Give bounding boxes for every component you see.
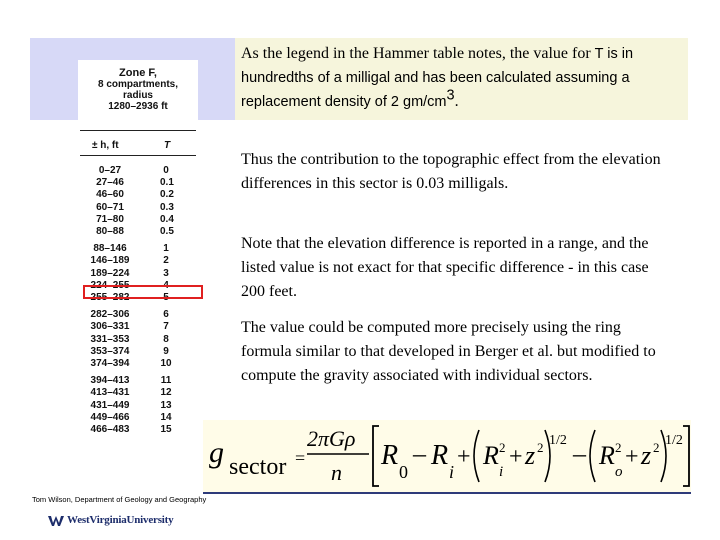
range-cell: 0–27 bbox=[98, 165, 122, 176]
formula-plus-1: + bbox=[457, 444, 471, 470]
formula-exp-2: 1/2 bbox=[665, 433, 683, 448]
t-cell: 2 bbox=[163, 255, 169, 267]
formula-plus-2: + bbox=[509, 444, 523, 470]
t-cell: 0 bbox=[163, 165, 169, 176]
hammer-table bbox=[78, 60, 198, 480]
range-cell: 306–331 bbox=[90, 321, 130, 333]
range-cell: 431–449 bbox=[90, 399, 130, 411]
range-cell: 71–80 bbox=[96, 213, 124, 225]
formula-R0-sub: 0 bbox=[399, 462, 408, 482]
formula-Ri: R bbox=[431, 440, 449, 471]
formula-Ri-sub: i bbox=[449, 462, 455, 482]
formula-exp-1: 1/2 bbox=[549, 433, 567, 448]
range-cell: 413–431 bbox=[90, 387, 130, 399]
zone-compartments: 8 compartments, bbox=[97, 79, 179, 90]
t-cell: 8 bbox=[163, 333, 169, 345]
t-cell: 15 bbox=[160, 424, 172, 436]
t-column bbox=[160, 165, 172, 441]
formula-numerator: 2πGρ bbox=[307, 426, 356, 451]
wvu-logo-icon bbox=[48, 514, 64, 526]
zone-radius-range: 1280–2936 ft bbox=[108, 101, 168, 112]
formula-minus-1: – bbox=[413, 439, 426, 468]
t-cell: 7 bbox=[163, 321, 169, 333]
formula-equals: = bbox=[295, 448, 306, 468]
sector-formula bbox=[203, 420, 691, 494]
t-cell: 0.5 bbox=[160, 226, 174, 238]
t-cell: 0.4 bbox=[160, 213, 174, 225]
range-cell: 466–483 bbox=[90, 424, 130, 436]
p1-text-a: As the legend in the Hammer table notes, the value for bbox=[241, 45, 595, 62]
right-bracket bbox=[683, 426, 689, 486]
range-cell: 374–394 bbox=[90, 358, 130, 370]
paren-2-open bbox=[590, 430, 595, 482]
range-cell: 449–466 bbox=[90, 411, 130, 423]
t-cell: 0.2 bbox=[160, 189, 174, 201]
p1-text-b: T is in hundredths of a milligal and has been calculated assuming a replacement density of 2 gm/cm bbox=[241, 46, 634, 110]
range-cell: 282–306 bbox=[90, 309, 130, 321]
range-cell: 224–255 bbox=[90, 279, 130, 291]
range-cell: 80–88 bbox=[96, 226, 124, 238]
range-column bbox=[78, 165, 142, 441]
paren-1-open bbox=[474, 430, 479, 482]
formula-Ro2: R bbox=[599, 441, 615, 470]
t-cell: 13 bbox=[160, 399, 172, 411]
formula-R0: R bbox=[381, 440, 399, 471]
formula-Ri2-exp: 2 bbox=[499, 440, 506, 455]
range-cell: 353–374 bbox=[90, 345, 130, 357]
paragraph-range-note: Note that the elevation difference is reported in a range, and the listed value is not exact for that specific difference - in this case 200 feet. bbox=[241, 235, 649, 300]
range-cell: 189–224 bbox=[90, 267, 130, 279]
formula-minus-2: – bbox=[573, 439, 586, 468]
zone-radius-label: radius bbox=[122, 90, 153, 101]
t-cell: 0.3 bbox=[160, 201, 174, 213]
t-cell: 6 bbox=[163, 309, 169, 321]
t-cell: 14 bbox=[160, 411, 172, 423]
range-cell: 255–282 bbox=[90, 292, 130, 304]
t-cell: 5 bbox=[163, 292, 169, 304]
p1-text-c: . bbox=[454, 93, 459, 110]
paragraph-ring-formula: The value could be computed more precisely using the ring formula similar to that developed in Berger et al. but modified to compute the gravity associated with individual sectors. bbox=[241, 319, 656, 384]
paragraph-legend-note bbox=[241, 42, 671, 114]
formula-z2: z bbox=[641, 441, 652, 470]
zone-title: Zone F, bbox=[119, 67, 157, 79]
range-cell: 394–413 bbox=[90, 375, 130, 387]
formula-plus-3: + bbox=[625, 444, 639, 470]
table-header bbox=[78, 68, 198, 112]
formula-lhs: g bbox=[209, 436, 224, 469]
col-header-h: ± h, ft bbox=[92, 140, 119, 151]
formula-Ri2-sub: i bbox=[499, 464, 504, 480]
p1-superscript: 3 bbox=[446, 87, 455, 104]
range-cell: 27–46 bbox=[96, 177, 124, 189]
t-cell: 11 bbox=[160, 375, 172, 387]
formula-z2-exp: 2 bbox=[653, 440, 660, 455]
range-cell: 146–189 bbox=[90, 255, 130, 267]
table-rule-top bbox=[80, 130, 196, 131]
col-header-t: T bbox=[164, 140, 171, 151]
t-cell: 10 bbox=[160, 358, 172, 370]
range-cell: 88–146 bbox=[93, 243, 127, 255]
formula-z1: z bbox=[525, 441, 536, 470]
university-name: WestVirginiaUniversity bbox=[67, 514, 174, 526]
range-cell: 60–71 bbox=[96, 201, 124, 213]
university-logo bbox=[48, 511, 173, 529]
t-cell: 12 bbox=[160, 387, 172, 399]
table-rule-header bbox=[80, 155, 196, 156]
range-cell: 46–60 bbox=[96, 189, 124, 201]
t-cell: 1 bbox=[163, 243, 169, 255]
left-bracket bbox=[373, 426, 379, 486]
t-cell: 3 bbox=[163, 267, 169, 279]
t-cell: 4 bbox=[163, 279, 169, 291]
highlight-box bbox=[83, 285, 203, 299]
t-cell: 0.1 bbox=[160, 177, 174, 189]
formula-lhs-sub: sector bbox=[229, 454, 287, 480]
formula-svg bbox=[203, 420, 691, 492]
range-cell: 331–353 bbox=[90, 333, 130, 345]
formula-Ri2: R bbox=[483, 441, 499, 470]
formula-z1-exp: 2 bbox=[537, 440, 544, 455]
formula-Ro2-sub: o bbox=[615, 464, 623, 480]
formula-denominator: n bbox=[331, 460, 342, 485]
author-credit: Tom Wilson, Department of Geology and Geography bbox=[32, 495, 207, 504]
formula-Ro2-exp: 2 bbox=[615, 440, 622, 455]
t-cell: 9 bbox=[163, 345, 169, 357]
paragraph-contribution: Thus the contribution to the topographic effect from the elevation differences in this sector is 0.03 milligals. bbox=[241, 151, 661, 192]
